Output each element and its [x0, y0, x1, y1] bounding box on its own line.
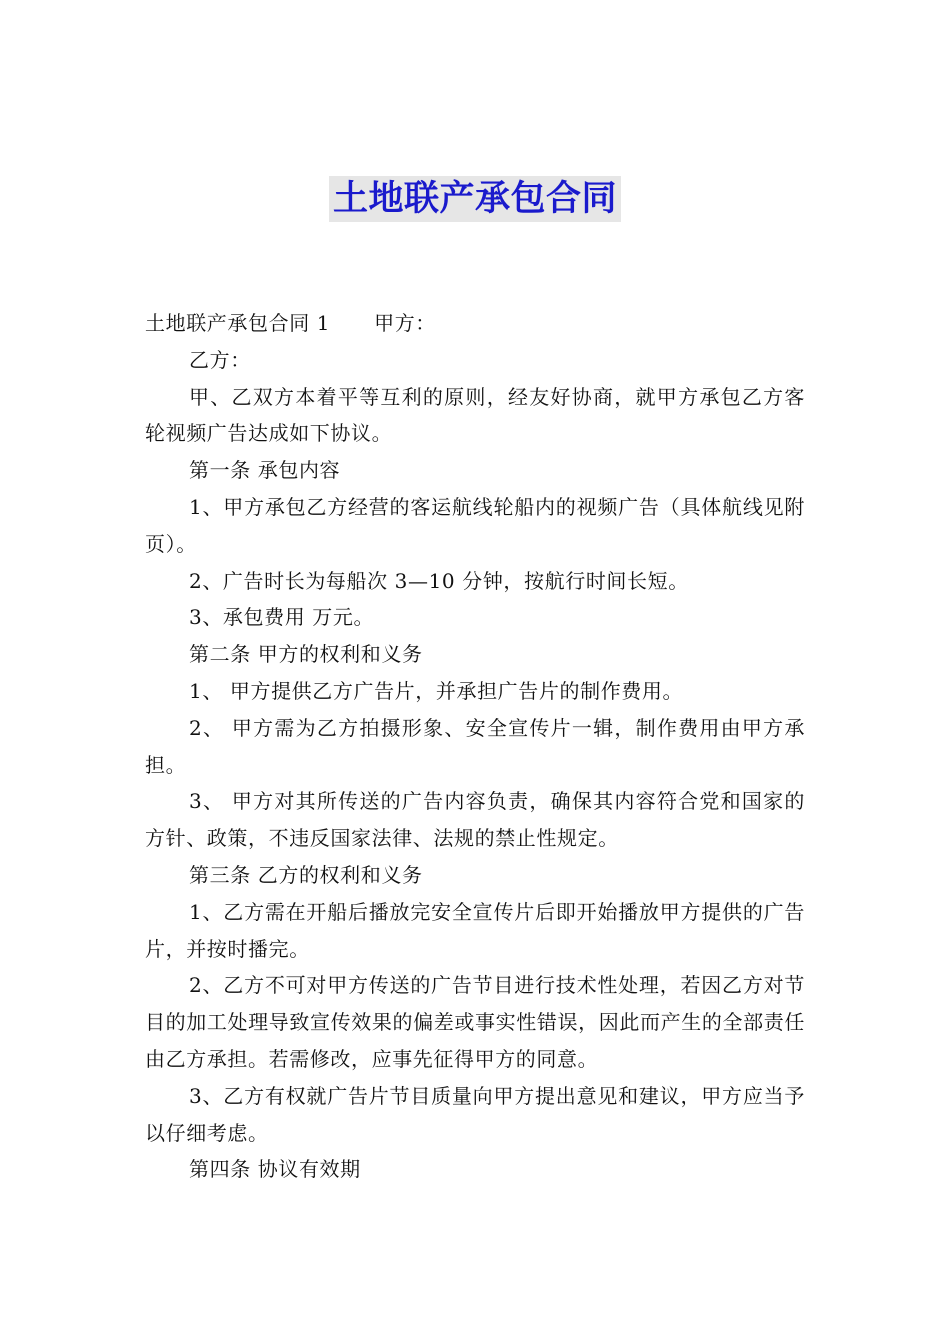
article-2-heading: 第二条 甲方的权利和义务 [189, 642, 423, 667]
article-3-heading: 第三条 乙方的权利和义务 [189, 862, 423, 887]
article-1-heading: 第一条 承包内容 [189, 458, 341, 483]
article-2-item-2: 2、 甲方需为乙方拍摄形象、安全宣传片一辑，制作费用由甲方承担。 [145, 715, 805, 777]
contract-heading-label: 土地联产承包合同 1 [145, 311, 331, 335]
document-title: 土地联产承包合同 [329, 176, 621, 222]
preamble: 甲、乙双方本着平等互利的原则，经友好协商，就甲方承包乙方客轮视频广告达成如下协议。 [145, 384, 805, 446]
party-a-label: 甲方： [374, 311, 436, 335]
party-b-label: 乙方： [189, 347, 251, 372]
article-1-item-1: 1、甲方承包乙方经营的客运航线轮船内的视频广告（具体航线见附页）。 [145, 494, 805, 556]
document-body [145, 305, 805, 1188]
article-1-item-3: 3、承包费用 万元。 [189, 605, 375, 630]
opening-line [145, 305, 805, 342]
article-4-heading: 第四条 协议有效期 [189, 1157, 361, 1182]
article-3-item-2: 2、乙方不可对甲方传送的广告节目进行技术性处理，若因乙方对节目的加工处理导致宣传效果的偏差或事实性错误，因此而产生的全部责任由乙方承担。若需修改，应事先征得甲方的同意。 [145, 973, 805, 1071]
title-block [0, 176, 950, 222]
article-1-item-2: 2、广告时长为每船次 3—10 分钟，按航行时间长短。 [189, 568, 689, 593]
article-2-item-1: 1、 甲方提供乙方广告片，并承担广告片的制作费用。 [189, 678, 684, 703]
article-2-item-3: 3、 甲方对其所传送的广告内容负责，确保其内容符合党和国家的方针、政策，不违反国家法律、法规的禁止性规定。 [145, 789, 805, 851]
article-3-item-1: 1、乙方需在开船后播放完安全宣传片后即开始播放甲方提供的广告片，并按时播完。 [145, 899, 805, 961]
article-3-item-3: 3、乙方有权就广告片节目质量向甲方提出意见和建议，甲方应当予以仔细考虑。 [145, 1083, 805, 1145]
